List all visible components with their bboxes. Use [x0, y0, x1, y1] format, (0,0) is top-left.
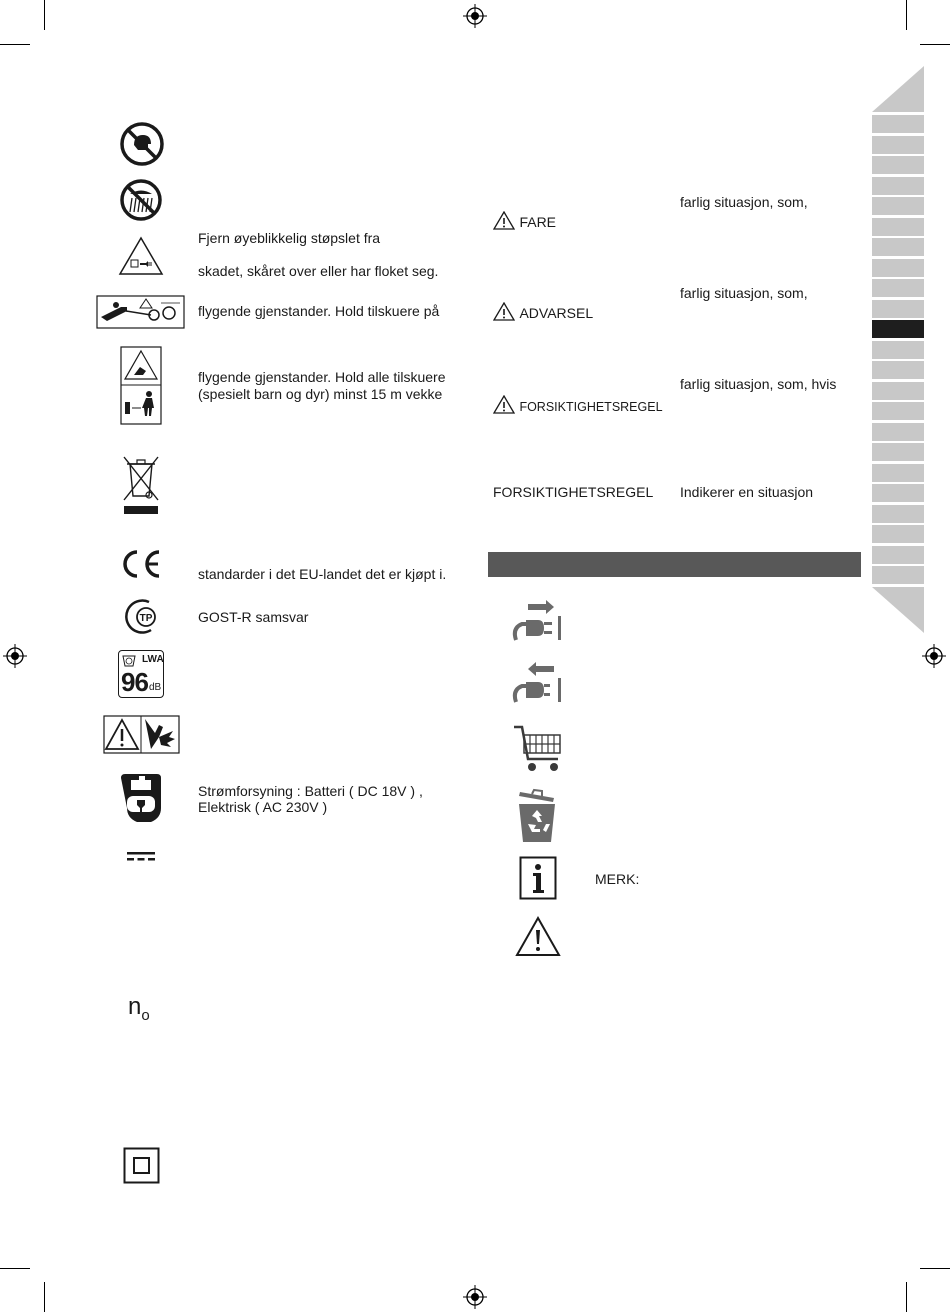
shopping-cart-icon — [512, 723, 564, 775]
signal-word-desc: farlig situasjon, som, — [680, 194, 808, 210]
thumb-tab — [872, 566, 924, 584]
thumb-tab-top — [872, 66, 924, 112]
registration-mark-icon — [922, 644, 946, 668]
power-supply-text-line-2: Elektrisk ( AC 230V ) — [198, 799, 328, 815]
crop-mark — [920, 1268, 950, 1269]
unplug-text-line-2: skadet, skåret over eller har floket seg. — [198, 263, 439, 279]
thumb-tab-bottom — [872, 587, 924, 633]
blade-warning-icon — [103, 715, 180, 754]
signal-word-label: ADVARSEL — [519, 305, 594, 321]
plug-in-icon — [512, 598, 564, 648]
thumb-tab — [872, 361, 924, 379]
crop-mark — [44, 0, 45, 30]
no-load-speed-n: n — [128, 993, 142, 1020]
no-helmet-icon — [119, 121, 165, 167]
power-supply-text-line-1: Strømforsyning : Batteri ( DC 18V ) , — [198, 783, 423, 799]
flying-objects-text: flygende gjenstander. Hold tilskuere på — [198, 303, 440, 319]
thumb-tab — [872, 443, 924, 461]
thumb-tab — [872, 197, 924, 215]
signal-word-desc: farlig situasjon, som, — [680, 285, 808, 301]
signal-word-label: FARE — [519, 214, 557, 230]
registration-mark-icon — [3, 644, 27, 668]
crop-mark — [906, 0, 907, 30]
no-rain-icon — [119, 178, 163, 222]
thumb-tab — [872, 505, 924, 523]
db-value: 96 — [121, 667, 148, 697]
warning-triangle-small-icon — [493, 211, 515, 230]
thumb-tab — [872, 115, 924, 133]
no-load-speed-sub: o — [141, 1007, 150, 1024]
section-header-bar — [488, 552, 861, 577]
crop-mark — [44, 1282, 45, 1312]
signal-word-desc: farlig situasjon, som, hvis — [680, 376, 837, 392]
thumb-tab — [872, 382, 924, 400]
flying-objects-icon — [96, 295, 185, 329]
unplug-text-line-1: Fjern øyeblikkelig støpslet fra — [198, 230, 381, 246]
thumb-tab — [872, 279, 924, 297]
registration-mark-icon — [463, 1285, 487, 1309]
db-unit: dB — [149, 682, 162, 693]
thumb-tab — [872, 546, 924, 564]
thumb-tab — [872, 218, 924, 236]
warning-triangle-small-icon — [493, 302, 515, 321]
unplug-warning-icon — [118, 236, 164, 276]
gost-r-icon — [119, 596, 163, 638]
crop-mark — [920, 44, 950, 45]
lwa-label: LWA — [142, 654, 164, 665]
registration-mark-icon — [463, 4, 487, 28]
warning-triangle-small-icon — [493, 395, 515, 414]
power-supply-icon — [117, 772, 165, 826]
recycle-bin-icon — [514, 788, 560, 844]
merk-label: MERK: — [595, 871, 640, 887]
svg-text:TP: TP — [139, 613, 153, 624]
thumb-tab — [872, 300, 924, 318]
thumb-tab — [872, 402, 924, 420]
crop-mark — [0, 44, 30, 45]
no-load-speed-icon — [128, 993, 150, 1024]
thumb-tab — [872, 423, 924, 441]
dc-symbol-icon — [127, 851, 155, 863]
signal-word-forsiktighetsregel-icon — [493, 395, 663, 416]
bystander-text-line-1: flygende gjenstander. Hold alle tilskuere — [198, 369, 446, 385]
thumb-tab — [872, 259, 924, 277]
signal-word-label: FORSIKTIGHETSREGEL — [493, 484, 654, 500]
warning-triangle-icon — [515, 915, 561, 957]
sound-power-icon — [118, 650, 164, 698]
thumb-tab — [872, 177, 924, 195]
thumb-tab — [872, 464, 924, 482]
bystander-distance-icon — [120, 346, 162, 425]
ce-text: standarder i det EU-landet det er kjøpt i. — [198, 566, 447, 582]
thumb-tab — [872, 341, 924, 359]
crop-mark — [0, 1268, 30, 1269]
thumb-tab — [872, 136, 924, 154]
double-insulation-icon — [123, 1147, 160, 1184]
thumb-tab — [872, 525, 924, 543]
signal-word-label: FORSIKTIGHETSREGEL — [519, 400, 663, 414]
bystander-text-line-2: (spesielt barn og dyr) minst 15 m vekke — [198, 386, 443, 402]
signal-word-desc: Indikerer en situasjon — [680, 484, 814, 500]
info-icon — [519, 856, 557, 900]
thumb-tab — [872, 156, 924, 174]
signal-word-fare — [493, 211, 556, 232]
crop-mark — [906, 1282, 907, 1312]
weee-bin-icon — [119, 454, 163, 516]
thumb-tab — [872, 484, 924, 502]
signal-word-advarsel — [493, 302, 593, 323]
thumb-tab-active — [872, 320, 924, 338]
ce-mark-icon — [119, 548, 163, 580]
thumb-tab — [872, 238, 924, 256]
plug-out-icon — [512, 660, 564, 710]
gost-r-text: GOST-R samsvar — [198, 609, 309, 625]
